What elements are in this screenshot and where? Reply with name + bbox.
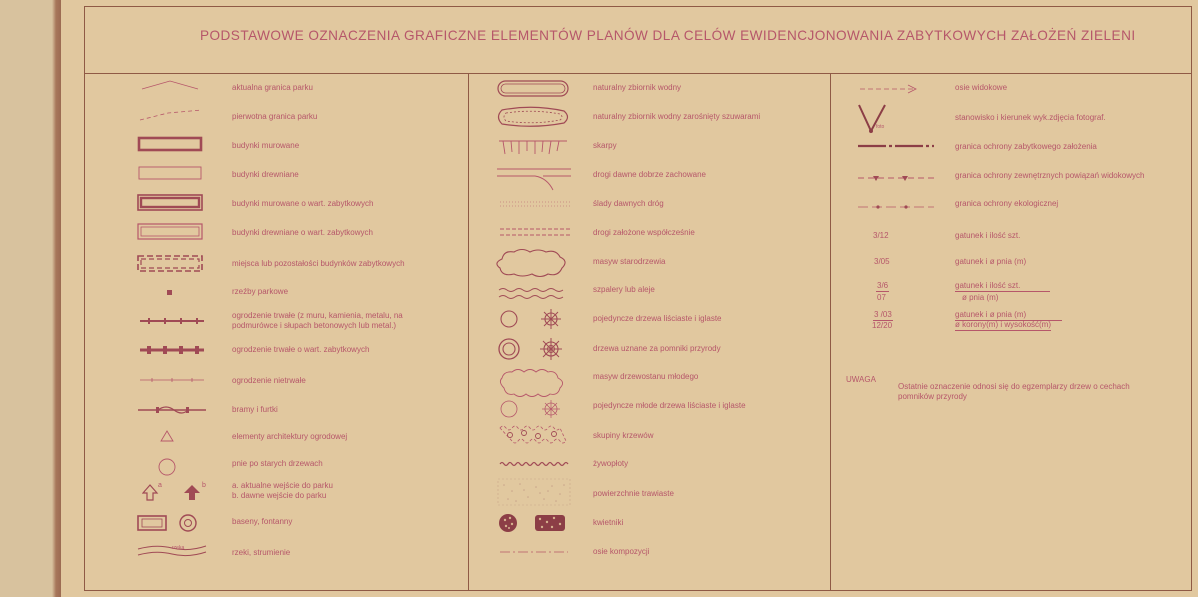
col3-label-1: stanowisko i kierunek wyk.zdjęcia fotograf. [955, 113, 1106, 122]
code-label-3-bottom: ø korony(m) i wysokość(m) [955, 320, 1052, 329]
col2-label-4: ślady dawnych dróg [593, 199, 664, 208]
col3-label-3: granica ochrony zewnętrznych powiązań widokowych [955, 171, 1145, 180]
park-boundary-original-icon [138, 107, 204, 123]
code-3-top: 3 /03 [874, 310, 892, 319]
col2-label-14: powierzchnie trawiaste [593, 489, 674, 498]
water-body-icon [496, 79, 570, 99]
header-divider [84, 73, 1192, 74]
col2-label-10: masyw drzewostanu młodego [593, 372, 699, 381]
col1-label-3: budynki drewniane [232, 170, 299, 179]
code-0: 3/12 [873, 231, 889, 240]
wooden-heritage-building-icon [136, 222, 206, 242]
young-single-trees-icon [498, 398, 570, 420]
col1-label-12: elementy architektury ogrodowej [232, 432, 348, 441]
shrub-groups-icon [496, 423, 572, 445]
col2-label-9: drzewa uznane za pomniki przyrody [593, 344, 721, 353]
col2-label-3: drogi dawne dobrze zachowane [593, 170, 706, 179]
binding-strip [0, 0, 61, 597]
heritage-protection-boundary-icon [856, 142, 936, 150]
col2-label-6: masyw starodrzewia [593, 257, 666, 266]
old-road-traces-icon [498, 199, 572, 209]
col2-label-5: drogi założone współcześnie [593, 228, 695, 237]
col2-label-8: pojedyncze drzewa liściaste i iglaste [593, 314, 722, 323]
hedges-icon [498, 459, 572, 469]
building-remains-icon [136, 254, 206, 274]
code-label-2-bottom: ø pnia (m) [962, 293, 999, 302]
old-tree-stump-icon [157, 457, 177, 477]
masonry-heritage-building-icon [136, 193, 206, 213]
wooden-building-icon [136, 164, 206, 182]
alley-icon [497, 286, 569, 300]
col1-label-11: bramy i furtki [232, 405, 278, 414]
ecological-protection-boundary-icon [856, 202, 936, 212]
legend-title: PODSTAWOWE OZNACZENIA GRAFICZNE ELEMENTÓW PLANÓW DLA CELÓW EWIDENCJONOWANIA ZABYTKOWYCH ZAŁOŻEŃ ZIELENI [200, 28, 1136, 43]
gates-icon [136, 403, 208, 417]
external-view-protection-boundary-icon [856, 172, 936, 184]
code-label-1: gatunek i ø pnia (m) [955, 257, 1027, 266]
old-roads-icon [495, 163, 573, 193]
col1-label-4: budynki murowane o wart. zabytkowych [232, 199, 374, 208]
col1-label-0: aktualna granica parku [232, 83, 313, 92]
col2-label-0: naturalny zbiornik wodny [593, 83, 682, 92]
col1-label-5: budynki drewniane o wart. zabytkowych [232, 228, 373, 237]
col2-label-7: szpalery lub aleje [593, 285, 655, 294]
col2-label-1: naturalny zbiornik wodny zarośnięty szuwarami [593, 112, 761, 121]
col1-label-7: rzeźby parkowe [232, 287, 289, 296]
col2-label-11: pojedyncze młode drzewa liściaste i iglaste [593, 401, 746, 410]
legend-frame [84, 6, 1192, 591]
young-tree-stand-icon [494, 368, 570, 398]
park-boundary-current-icon [140, 78, 200, 94]
entrance-letter-b: b [202, 482, 206, 489]
escarpment-icon [497, 136, 569, 158]
code-label-2-top: gatunek i ilość szt. [955, 281, 1050, 292]
code-2-bottom: 07 [877, 293, 886, 302]
col2-label-16: osie kompozycji [593, 547, 650, 556]
garden-architecture-icon [160, 430, 174, 442]
column-divider-1 [468, 73, 469, 591]
col1-label-16: rzeki, strumienie [232, 548, 291, 557]
col2-label-2: skarpy [593, 141, 617, 150]
col1-label-15: baseny, fontanny [232, 517, 293, 526]
col1-label-1: pierwotna granica parku [232, 112, 318, 121]
permanent-fence-icon [138, 316, 206, 326]
col2-label-12: skupiny krzewów [593, 431, 654, 440]
col3-label-0: osie widokowe [955, 83, 1008, 92]
note-title: UWAGA [846, 375, 876, 384]
code-3-bottom: 12/20 [872, 321, 893, 330]
col1-label-8: ogrodzenie trwałe (z muru, kamienia, metalu, na podmurówce i słupach betonowych lub metal.) [232, 311, 403, 330]
entrance-letter-a: a [158, 482, 162, 489]
natural-monument-trees-icon [497, 337, 569, 361]
code-1: 3/05 [874, 257, 890, 266]
col1-label-9: ogrodzenie trwałe o wart. zabytkowych [232, 345, 370, 354]
col2-label-13: żywopłoty [593, 459, 629, 468]
code-label-3-top: gatunek i ø pnia (m) [955, 310, 1062, 321]
river-small-text: rzeka [172, 545, 185, 551]
photo-point-icon [857, 101, 919, 135]
old-tree-stand-icon [494, 247, 570, 279]
col2-label-15: kwietniki [593, 518, 624, 527]
view-axes-icon [858, 83, 920, 95]
composition-axes-icon [498, 548, 570, 556]
col1-label-10: ogrodzenie nietrwałe [232, 376, 306, 385]
col3-label-4: granica ochrony ekologicznej [955, 199, 1059, 208]
col1-label-13: pnie po starych drzewach [232, 459, 323, 468]
col3-label-2: granica ochrony zabytkowego założenia [955, 142, 1097, 151]
heritage-fence-icon [138, 345, 206, 355]
col1-label-2: budynki murowane [232, 141, 300, 150]
masonry-building-icon [136, 135, 206, 153]
flowerbeds-icon [497, 512, 569, 534]
code-label-0: gatunek i ilość szt. [955, 231, 1021, 240]
col1-label-14: a. aktualne wejście do parku b. dawne wejście do parku [232, 481, 333, 500]
note-text: Ostatnie oznaczenie odnosi się do egzemplarzy drzew o cechach pomników przyrody [898, 382, 1130, 401]
modern-roads-icon [498, 226, 572, 238]
col1-label-6: miejsca lub pozostałości budynków zabytkowych [232, 259, 405, 268]
temporary-fence-icon [138, 376, 206, 384]
single-trees-icon [498, 308, 570, 330]
overgrown-water-body-icon [496, 106, 570, 128]
grass-area-icon [496, 477, 572, 507]
pool-fountain-icon [136, 513, 206, 533]
column-divider-2 [830, 73, 831, 591]
code-2-top: 3/6 [877, 281, 889, 290]
photo-point-small-text: foto [876, 124, 885, 130]
park-sculpture-icon [166, 289, 174, 297]
